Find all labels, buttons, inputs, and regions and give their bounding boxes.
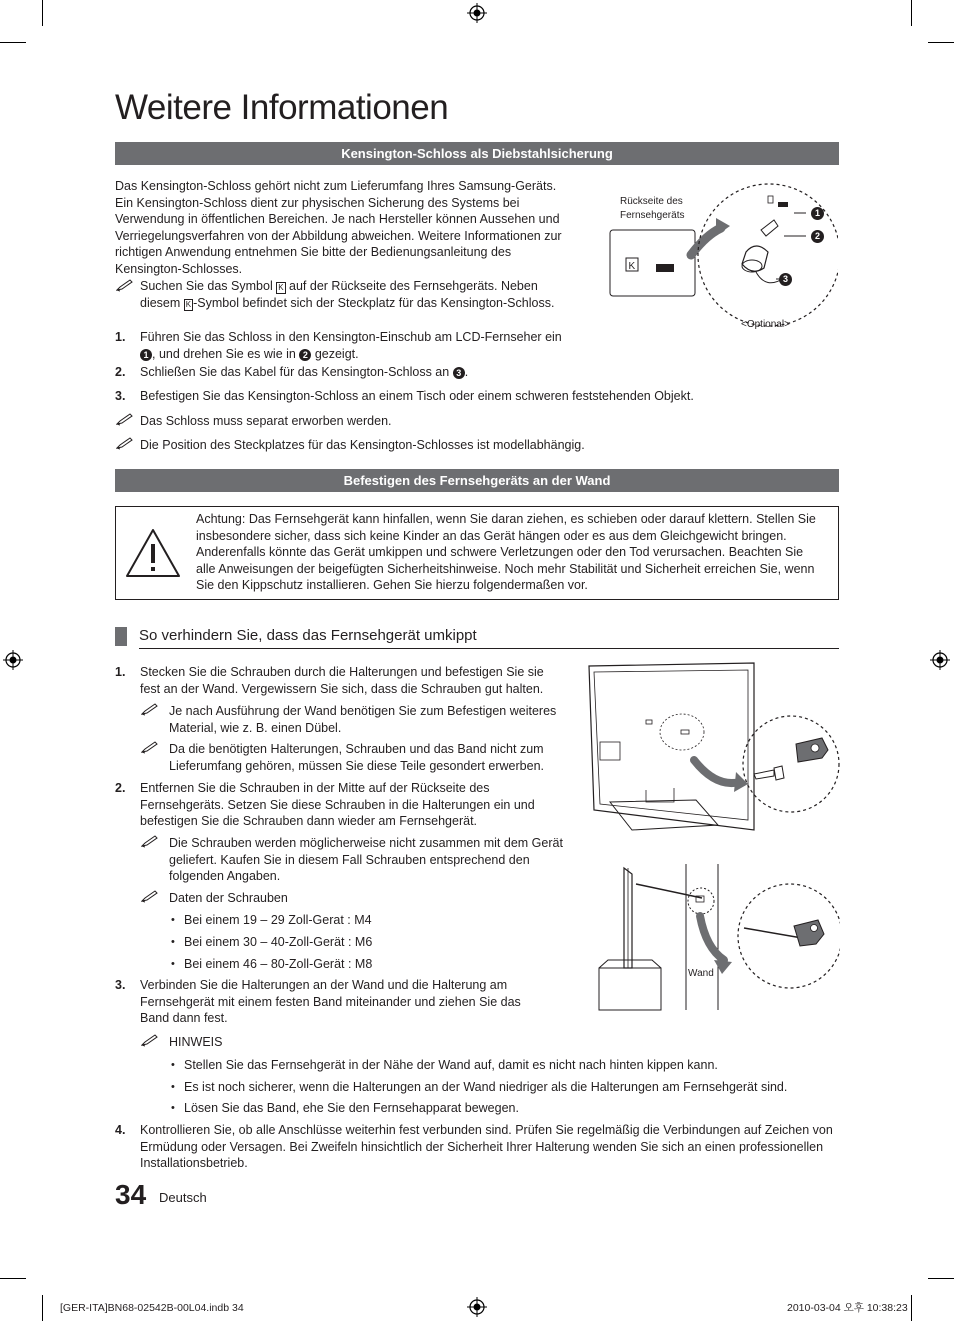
badge-2-icon: 2: [811, 230, 824, 243]
warning-body: : Das Fernsehgerät kann hinfallen, wenn Sie daran ziehen, es schieben oder darauf klettern. Stellen Sie insbesondere sicher, dass sich keine Kinder an das Gerät hängen oder es aus dem Gleichgewicht bringen. Anderenfalls könnte das Gerät umkippen und schwere Verletzungen oder den Tod verursachen. Beachten Sie alle Anweisungen der beigefügten Sicherheitshinweise. Noch mehr Stabilität und Sicherheit erreichen Sie, wenn Sie den Kippschutz installieren. Gehen Sie hierzu folgendermaßen vor.: [196, 512, 816, 592]
step-text: Schließen Sie das Kabel für das Kensington-Schloss an: [140, 365, 450, 379]
wall-step-2-note-1: Die Schrauben werden möglicherweise nicht zusammen mit dem Gerät geliefert. Kaufen Sie in diesem Fall Schrauben entsprechend den folgenden Angaben.: [169, 836, 563, 883]
note-text: -Symbol befindet sich der Steckplatz für das Kensington-Schloss.: [193, 295, 555, 310]
kensington-step-3: Befestigen Sie das Kensington-Schloss an einem Tisch oder einem schweren feststehenden Objekt.: [140, 389, 694, 403]
kensington-intro: Das Kensington-Schloss gehört nicht zum Lieferumfang Ihres Samsung-Geräts. Ein Kensington-Schloss dient zur physischen Sicherung des Systems bei Verwendung in öffentlichen Bereichen. Je nach Hersteller können Aussehen und Verriegelungsverfahren von der Abbildung abweichen. Weitere Informationen zur richtigen Anwendung entnehmen Sie bitte der Bedienungsanleitung des Kensington-Schlosses.: [115, 179, 562, 276]
wall-step-3: Verbinden Sie die Halterungen an der Wand und die Halterung am Fernsehgerät mit einem festen Band miteinander und ziehen Sie das Band dann fest.: [140, 978, 521, 1025]
footer-file: [GER-ITA]BN68-02542B-00L04.indb 34: [60, 1302, 244, 1314]
hinweis-item: Stellen Sie das Fernsehgerät in der Nähe der Wand auf, damit es nicht nach hinten kippen kann.: [184, 1058, 718, 1072]
bullet: •: [171, 1102, 175, 1114]
step-number: 3.: [115, 389, 126, 403]
note-text: Suchen Sie das Symbol: [140, 279, 273, 293]
note-pencil-icon: [141, 1033, 159, 1047]
wall-step-1: Stecken Sie die Schrauben durch die Halterungen und befestigen Sie sie fest an der Wand. Vergewissern Sie sich, dass die Schrauben gut halten.: [140, 665, 544, 696]
kensington-symbol-icon: K: [185, 299, 192, 309]
hinweis-label: HINWEIS: [169, 1035, 223, 1049]
bullet: •: [171, 914, 175, 926]
step-text: gezeigt.: [314, 346, 359, 361]
crop-mark: [911, 1295, 912, 1321]
kensington-note-symbol: [140, 278, 565, 311]
crop-mark: [928, 1278, 954, 1279]
note-pencil-icon: [141, 889, 159, 903]
crop-mark: [0, 42, 26, 43]
note-pencil-icon: [141, 834, 159, 848]
wall-step-4: Kontrollieren Sie, ob alle Anschlüsse weiterhin fest verbunden sind. Prüfen Sie regelmäßig die Verbindungen auf Zeichen von Ermüdung oder Versagen. Bei Zweifeln hinsichtlich der Sicherheit Ihrer Halterung wenden Sie sich an einen professionellen Installationsbetrieb.: [140, 1123, 833, 1170]
wall-step-1-note-1: Je nach Ausführung der Wand benötigen Sie zum Befestigen weiteres Material, wie z. B. einen Dübel.: [169, 704, 557, 735]
crop-mark: [42, 0, 43, 26]
tv-back-bracket-illustration: [586, 660, 840, 860]
crop-mark: [928, 42, 954, 43]
svg-text:K: K: [628, 261, 636, 272]
figure-wall-label: Wand: [688, 968, 714, 979]
subheading: So verhindern Sie, dass das Fernsehgerät umkippt: [139, 627, 477, 644]
badge-2-icon: 2: [299, 349, 311, 361]
wall-step-2: Entfernen Sie die Schrauben in der Mitte auf der Rückseite des Fernsehgeräts. Setzen Sie diese Schrauben in die Halterungen ein und befestigen Sie die Schrauben dann wieder am Fernsehgerät.: [140, 781, 535, 828]
page-number: 34: [115, 1179, 147, 1210]
figure-label: Rückseite des: [620, 196, 683, 207]
step-number: 3.: [115, 978, 126, 992]
note-pencil-icon: [116, 278, 134, 292]
kensington-lock-illustration: [606, 180, 838, 340]
registration-mark-icon: [467, 1297, 487, 1317]
screw-spec-item: Bei einem 46 – 80-Zoll-Gerät : M8: [184, 957, 373, 971]
bullet: •: [171, 1059, 175, 1071]
note-pencil-icon: [116, 412, 134, 426]
page-language: Deutsch: [159, 1190, 207, 1205]
screw-spec-item: Bei einem 30 – 40-Zoll-Gerät : M6: [184, 935, 373, 949]
kensington-note-separate: Das Schloss muss separat erworben werden.: [140, 414, 392, 428]
footer-date: 2010-03-04 오후 10:38:23: [787, 1302, 908, 1314]
warning-text: [196, 511, 826, 594]
note-pencil-icon: [116, 436, 134, 450]
figure-optional-label: <Optional>: [741, 319, 790, 330]
kensington-symbol-icon: K: [278, 283, 284, 292]
badge-3-icon: 3: [453, 367, 465, 379]
registration-mark-icon: [930, 650, 950, 670]
crop-mark: [0, 1278, 26, 1279]
step-text: , und drehen Sie es wie in: [152, 346, 296, 361]
screw-spec-item: Bei einem 19 – 29 Zoll-Gerat : M4: [184, 913, 372, 927]
figure-label: Fernsehgeräts: [620, 210, 685, 221]
note-pencil-icon: [141, 740, 159, 754]
section-heading-wall: Befestigen des Fernsehgeräts an der Wand: [115, 469, 839, 492]
section-heading-kensington: Kensington-Schloss als Diebstahlsicherung: [115, 142, 839, 165]
note-text: auf der Rückseite des Fernsehgeräts. Neben diesem: [140, 279, 538, 310]
bullet: •: [171, 958, 175, 970]
wall-step-1-note-2: Da die benötigten Halterungen, Schrauben und das Band nicht zum Lieferumfang gehören, müssen Sie diese Teile gesondert erwerben.: [169, 742, 544, 773]
hinweis-item: Lösen Sie das Band, ehe Sie den Fernsehapparat bewegen.: [184, 1101, 519, 1115]
step-number: 1.: [115, 330, 126, 344]
crop-mark: [911, 0, 912, 26]
hinweis-item: Es ist noch sicherer, wenn die Halterungen an der Wand niedriger als die Halterungen am Fernsehgerät sind.: [184, 1080, 788, 1094]
kensington-step-1: [140, 329, 565, 362]
step-number: 1.: [115, 665, 126, 679]
page-title: Weitere Informationen: [115, 88, 449, 127]
step-number: 4.: [115, 1123, 126, 1137]
registration-mark-icon: [3, 650, 23, 670]
badge-1-icon: 1: [140, 349, 152, 361]
warning-label: Achtung: [196, 512, 242, 526]
note-pencil-icon: [141, 702, 159, 716]
kensington-note-position: Die Position des Steckplatzes für das Kensington-Schlosses ist modellabhängig.: [140, 438, 585, 452]
step-text: .: [464, 365, 469, 379]
registration-mark-icon: [467, 3, 487, 23]
warning-box: [115, 506, 839, 600]
step-text: Führen Sie das Schloss in den Kensington-Einschub am LCD-Fernseher ein: [140, 330, 562, 344]
step-number: 2.: [115, 781, 126, 795]
warning-triangle-icon: [124, 527, 182, 579]
wall-strap-illustration: [594, 864, 840, 1014]
subheading-rule: [139, 648, 839, 649]
wall-step-2-note-2: Daten der Schrauben: [169, 891, 288, 905]
badge-1-icon: 1: [811, 207, 824, 220]
bullet: •: [171, 1081, 175, 1093]
bullet: •: [171, 936, 175, 948]
crop-mark: [42, 1295, 43, 1321]
subheading-marker: [115, 627, 127, 646]
badge-3-icon: 3: [779, 273, 792, 286]
step-number: 2.: [115, 365, 126, 379]
kensington-step-2: [140, 364, 565, 381]
